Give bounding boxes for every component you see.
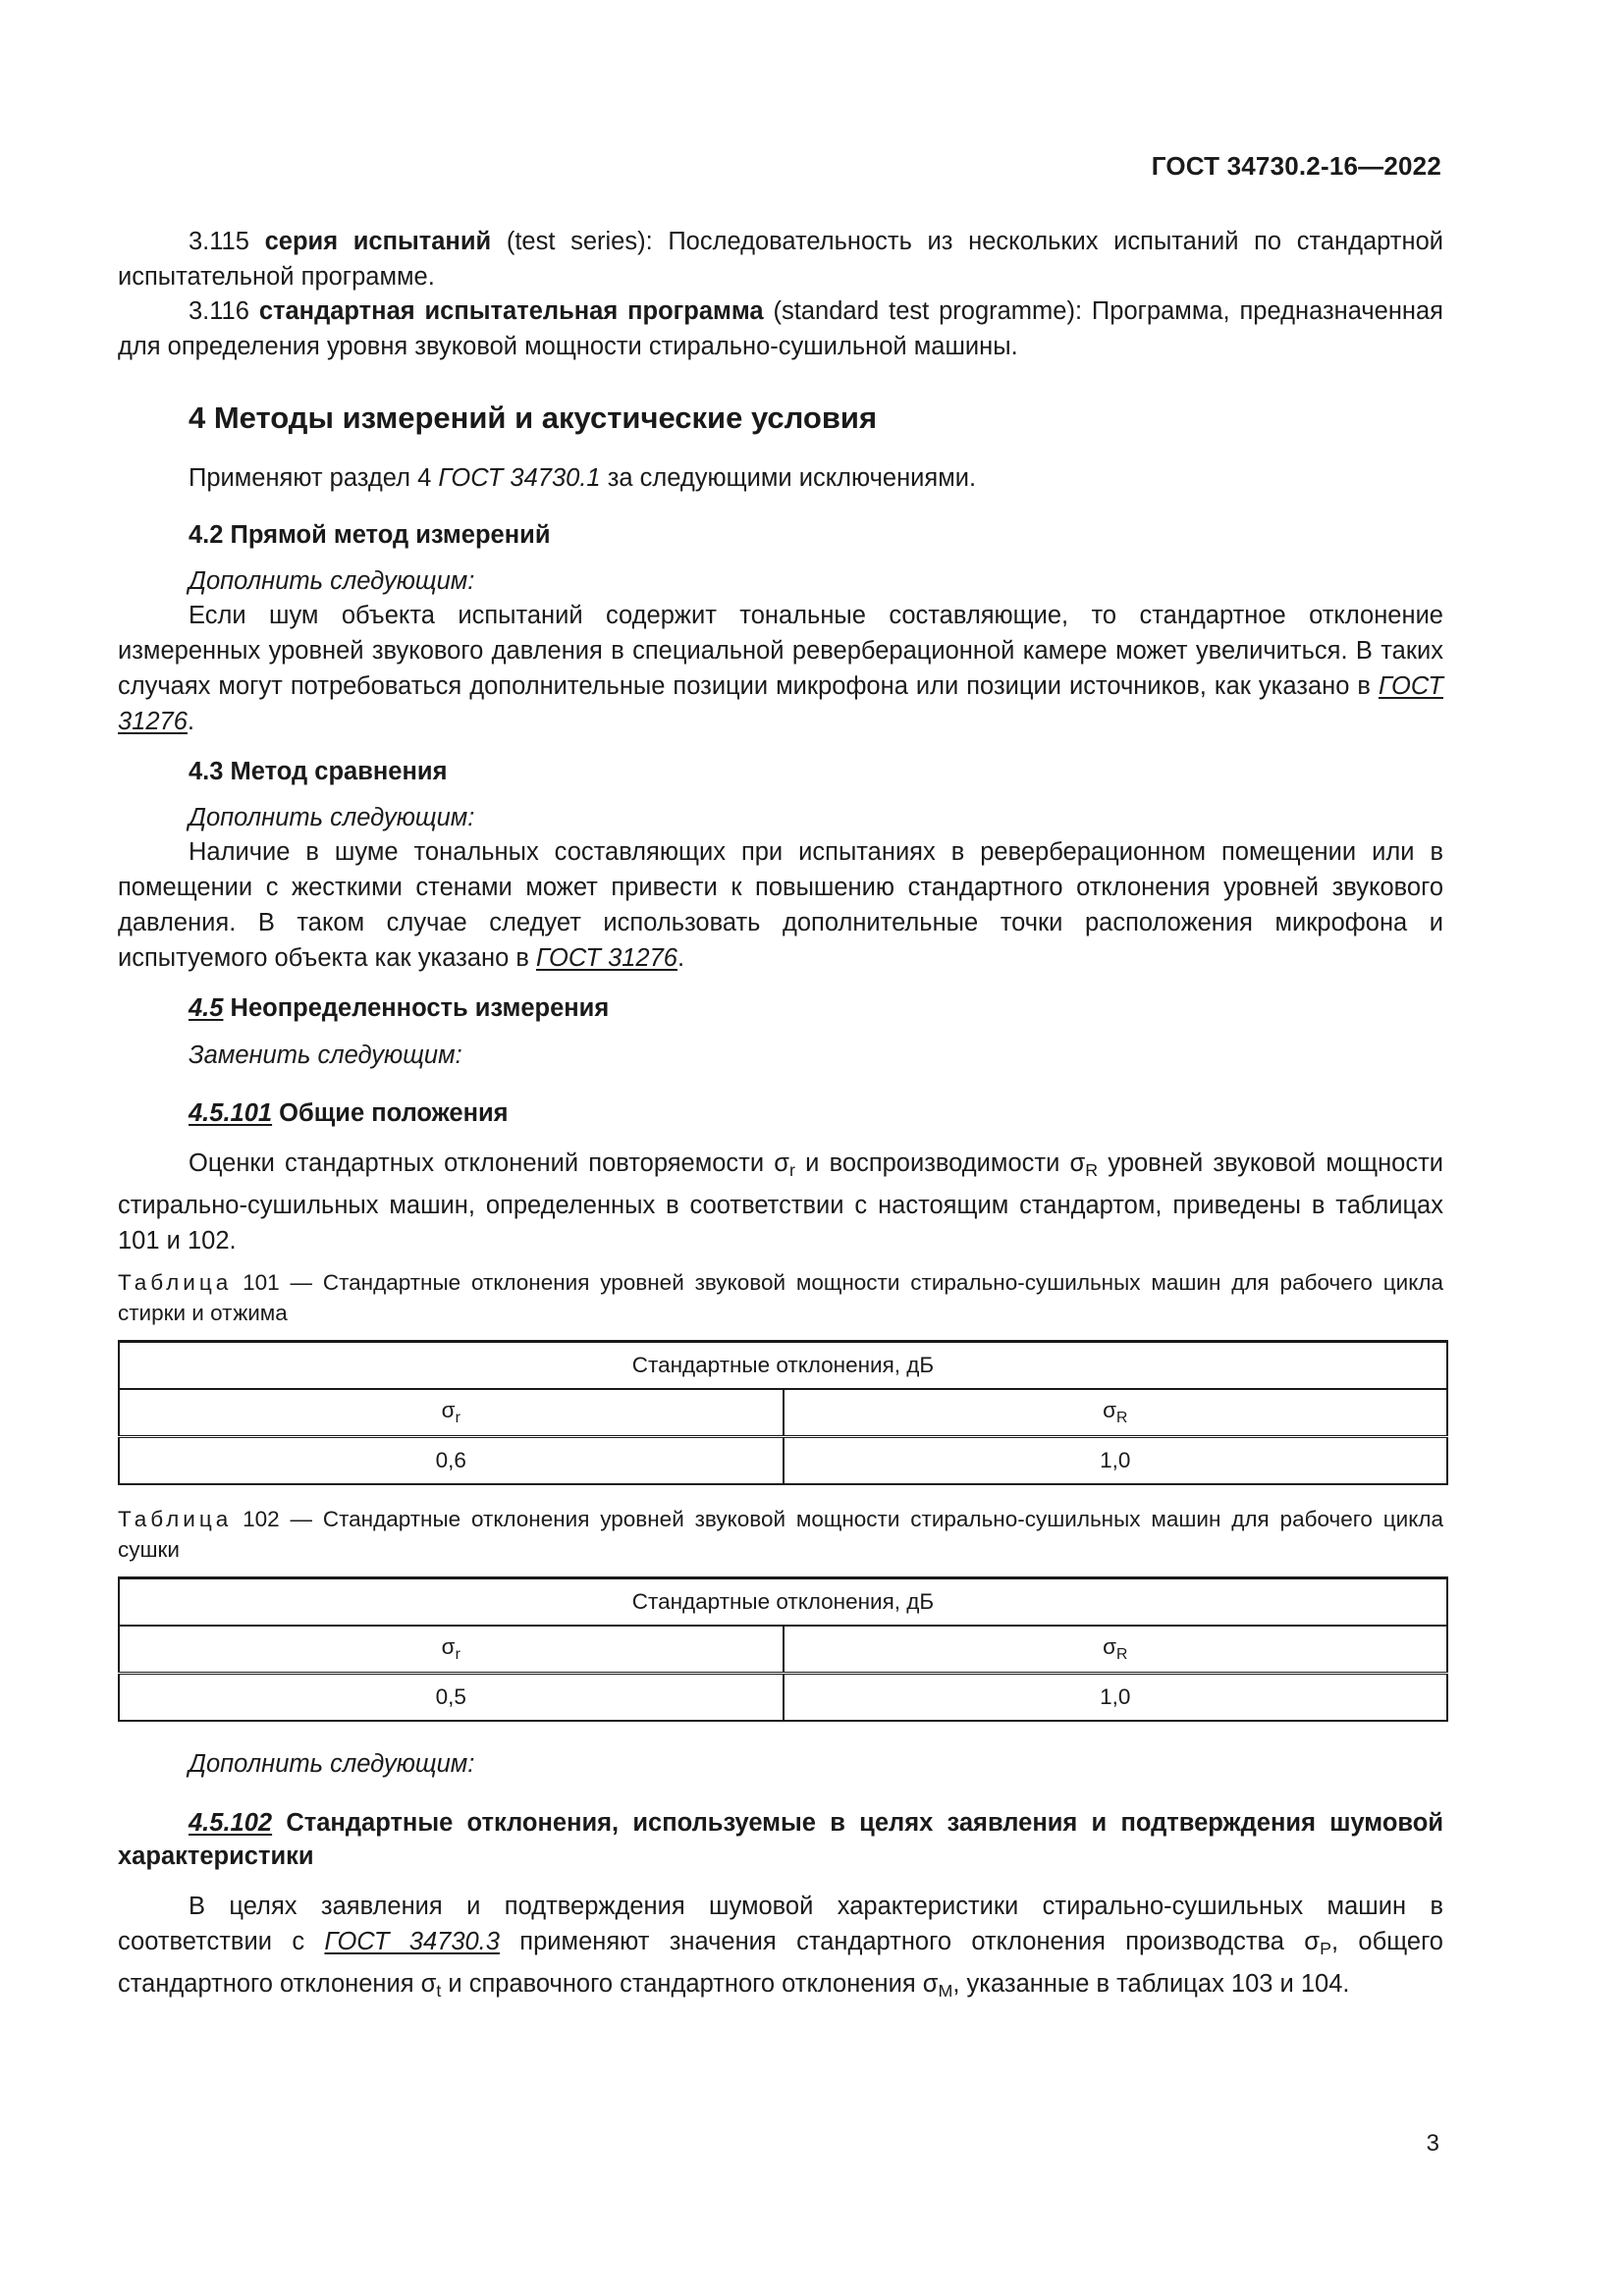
sigma-symbol: σ: [1103, 1398, 1116, 1422]
section-title: Стандартные отклонения, используемые в целях заявления и подтверждения шумовой характеристики: [118, 1809, 1443, 1870]
section-4-2-note: Дополнить следующим:: [189, 567, 475, 595]
standard-reference-link[interactable]: ГОСТ 34730.3: [324, 1928, 500, 1955]
section-4-3-heading: 4.3 Метод сравнения: [189, 758, 448, 785]
body-text: применяют значения стандартного отклонения производства σ: [499, 1928, 1321, 1955]
subscript: R: [1116, 1646, 1128, 1663]
body-text: и справочного стандартного отклонения σ: [441, 1970, 939, 1998]
table-101: [118, 1340, 1448, 1485]
table-caption-text: 101 — Стандартные отклонения уровней звуковой мощности стирально-сушильных машин для рабочего цикла стирки и отжима: [118, 1270, 1443, 1325]
section-number-link[interactable]: 4.5.102: [189, 1809, 273, 1837]
table-cell: 1,0: [784, 1437, 1448, 1485]
standard-reference: ГОСТ 34730.1: [438, 464, 601, 492]
section-4-5-heading: [189, 994, 609, 1023]
section-4-3-note: Дополнить следующим:: [189, 804, 475, 831]
section-number-link[interactable]: 4.5.101: [189, 1099, 273, 1127]
definition-number: 3.116: [189, 297, 259, 325]
column-header-sigma-r: [119, 1389, 784, 1437]
column-header-sigma-R: [784, 1626, 1448, 1674]
definition-term: серия испытаний: [264, 228, 492, 255]
subscript: r: [455, 1646, 460, 1663]
definition-3-116: [118, 294, 1443, 364]
section-4-intro: [118, 460, 1443, 496]
document-code: ГОСТ 34730.2-16—2022: [1151, 151, 1441, 181]
table-cell: 1,0: [784, 1674, 1448, 1722]
column-header-sigma-r: [119, 1626, 784, 1674]
table-cell: 0,5: [119, 1674, 784, 1722]
section-4-2-text: [118, 598, 1443, 739]
body-text: В целях заявления и подтверждения шумовой характеристики стирально-сушильных машин в соответствии с: [118, 1893, 1443, 1955]
table-label: Таблица: [118, 1270, 233, 1295]
section-4-5-101-text: [118, 1146, 1443, 1258]
sigma-symbol: σ: [1103, 1634, 1116, 1659]
body-text: Наличие в шуме тональных составляющих при испытаниях в реверберационном помещении или в помещении с жесткими стенами может привести к повышению стандартного отклонения уровней звукового давления. В таком случае следует использовать дополнительные точки расположения микрофона и испытуемого объекта как указано в: [118, 838, 1443, 972]
table-102-caption: [118, 1504, 1443, 1565]
definition-text: (test series): Последовательность из нескольких испытаний по стандартной испытательной программе.: [118, 228, 1443, 291]
standard-reference-link[interactable]: ГОСТ 31276: [535, 944, 677, 972]
table-label: Таблица: [118, 1507, 233, 1531]
section-4-5-101-heading: [189, 1099, 509, 1128]
definition-term: стандартная испытательная программа: [258, 297, 764, 325]
body-text: .: [677, 944, 685, 972]
intro-text: Применяют раздел 4: [189, 464, 439, 492]
column-header-sigma-R: [784, 1389, 1448, 1437]
definition-3-115: [118, 224, 1443, 294]
sigma-symbol: σ: [441, 1634, 456, 1659]
section-4-5-note: Заменить следующим:: [189, 1041, 462, 1069]
body-text: Оценки стандартных отклонений повторяемости σ: [189, 1149, 790, 1177]
table-caption-text: 102 — Стандартные отклонения уровней звуковой мощности стирально-сушильных машин для рабочего цикла сушки: [118, 1507, 1443, 1562]
body-text: , указанные в таблицах 103 и 104.: [952, 1970, 1350, 1998]
subscript: P: [1320, 1939, 1331, 1958]
section-title: Общие положения: [272, 1099, 509, 1127]
table-header: Стандартные отклонения, дБ: [119, 1578, 1447, 1627]
subscript: R: [1116, 1410, 1128, 1426]
table-header: Стандартные отклонения, дБ: [119, 1342, 1447, 1390]
sigma-symbol: σ: [441, 1398, 456, 1422]
subscript: r: [455, 1410, 460, 1426]
section-4-5-102-heading: [118, 1806, 1443, 1873]
section-4-3-text: [118, 834, 1443, 976]
section-4-heading: 4 Методы измерений и акустические условия: [189, 400, 878, 435]
section-title: Неопределенность измерения: [223, 994, 610, 1022]
subscript: t: [436, 1981, 442, 2001]
definition-number: 3.115: [189, 228, 265, 255]
subscript: M: [938, 1981, 953, 2001]
page-number: 3: [1426, 2130, 1439, 2157]
section-number-link[interactable]: 4.5: [189, 994, 224, 1022]
table-cell: 0,6: [119, 1437, 784, 1485]
table-101-caption: [118, 1267, 1443, 1328]
definition-text: (standard test programme): Программа, предназначенная для определения уровня звуковой мощности стирально-сушильной машины.: [118, 297, 1443, 360]
body-text: и воспроизводимости σ: [794, 1149, 1086, 1177]
body-text: уровней звуковой мощности стирально-сушильных машин, определенных в соответствии с настоящим стандартом, приведены в таблицах 101 и 102.: [118, 1149, 1444, 1255]
section-4-5-102-text: [118, 1889, 1443, 2008]
intro-text: за следующими исключениями.: [600, 464, 977, 492]
section-4-2-heading: 4.2 Прямой метод измерений: [189, 521, 551, 549]
note-after-tables: Дополнить следующим:: [189, 1750, 475, 1778]
body-text: Если шум объекта испытаний содержит тональные составляющие, то стандартное отклонение измеренных уровней звукового давления в специальной реверберационной камере может увеличиться. В таких случаях могут потребоваться дополнительные позиции микрофона или позиции источников, как указано в: [118, 602, 1443, 700]
table-102: [118, 1576, 1448, 1722]
subscript: R: [1085, 1160, 1099, 1180]
body-text: .: [187, 708, 195, 735]
body-text: , общего стандартного отклонения σ: [118, 1928, 1443, 1998]
subscript: r: [789, 1160, 795, 1180]
standard-reference-link[interactable]: ГОСТ 31276: [118, 672, 1443, 735]
